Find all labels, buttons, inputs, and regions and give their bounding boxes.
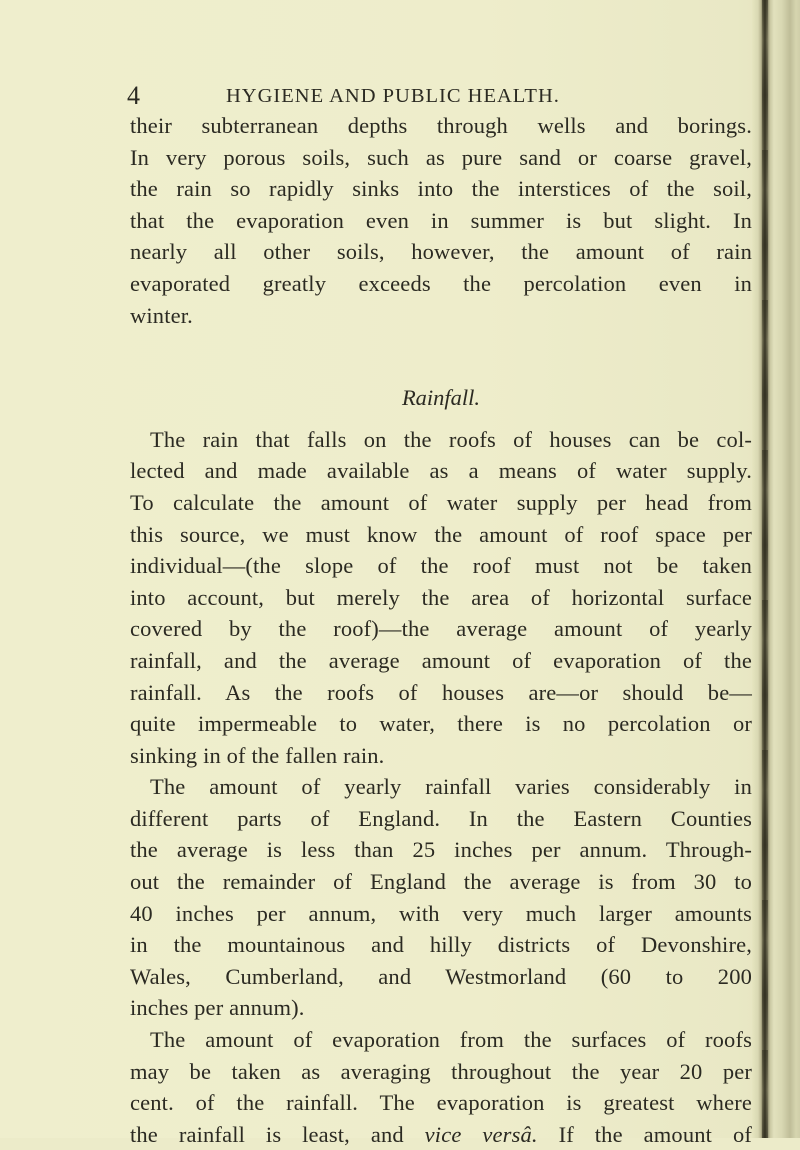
text-line: To calculate the amount of water supply per head from: [130, 489, 752, 515]
spine-shadow: [762, 0, 768, 1138]
text-line: the average is less than 25 inches per annum. Through-: [130, 837, 752, 863]
text-line-final: [130, 1119, 752, 1150]
page-header: [0, 83, 800, 113]
text-line: may be taken as averaging throughout the year 20 per: [130, 1058, 752, 1084]
text-line: cent. of the rainfall. The evaporation is greatest where: [130, 1090, 752, 1116]
heading-spacer: [130, 414, 752, 424]
text-line: The amount of yearly rainfall varies considerably in: [150, 774, 752, 800]
text-line: inches per annum).: [130, 995, 305, 1021]
text-line: The amount of evaporation from the surfaces of roofs: [150, 1027, 752, 1053]
text-line: quite impermeable to water, there is no percolation or: [130, 711, 752, 737]
text-line: the rain so rapidly sinks into the interstices of the soil,: [130, 176, 752, 202]
text-line: winter.: [130, 302, 193, 328]
text-line: nearly all other soils, however, the amount of rain: [130, 239, 752, 265]
text-line: lected and made available as a means of water supply.: [130, 458, 752, 484]
italic-phrase: vice versâ.: [424, 1121, 538, 1147]
text-line: In very porous soils, such as pure sand or coarse gravel,: [130, 144, 752, 170]
text-line: evaporated greatly exceeds the percolation even in: [130, 270, 752, 296]
text-line: this source, we must know the amount of roof space per: [130, 521, 752, 547]
running-head: HYGIENE AND PUBLIC HEALTH.: [226, 85, 560, 107]
text-line: that the evaporation even in summer is but slight. In: [130, 207, 752, 233]
text-fragment: the rainfall is least, and: [130, 1121, 425, 1147]
text-line: covered by the roof)—the average amount of yearly: [130, 616, 752, 642]
text-line: The rain that falls on the roofs of houses can be col-: [150, 426, 752, 452]
text-line: 40 inches per annum, with very much larger amounts: [130, 900, 752, 926]
text-line: rainfall. As the roofs of houses are—or should be—: [130, 679, 752, 705]
text-line: individual—(the slope of the roof must not be taken: [130, 553, 752, 579]
text-line: different parts of England. In the Eastern Counties: [130, 805, 752, 831]
text-line: rainfall, and the average amount of evaporation of the: [130, 647, 752, 673]
text-line: their subterranean depths through wells and borings.: [130, 113, 752, 138]
section-heading: Rainfall.: [401, 385, 481, 411]
text-line: into account, but merely the area of horizontal surface: [130, 584, 752, 610]
page-number: 4: [127, 81, 141, 110]
section-spacer: [130, 331, 752, 382]
body-text: [130, 110, 752, 1150]
book-spine-gutter: [752, 0, 800, 1138]
text-line: out the remainder of England the average is from 30 to: [130, 869, 752, 895]
text-fragment: If the amount of: [537, 1121, 752, 1147]
text-line: sinking in of the fallen rain.: [130, 742, 385, 768]
text-line: in the mountainous and hilly districts of Devonshire,: [130, 932, 752, 958]
text-line: Wales, Cumberland, and Westmorland (60 to 200: [130, 963, 752, 989]
